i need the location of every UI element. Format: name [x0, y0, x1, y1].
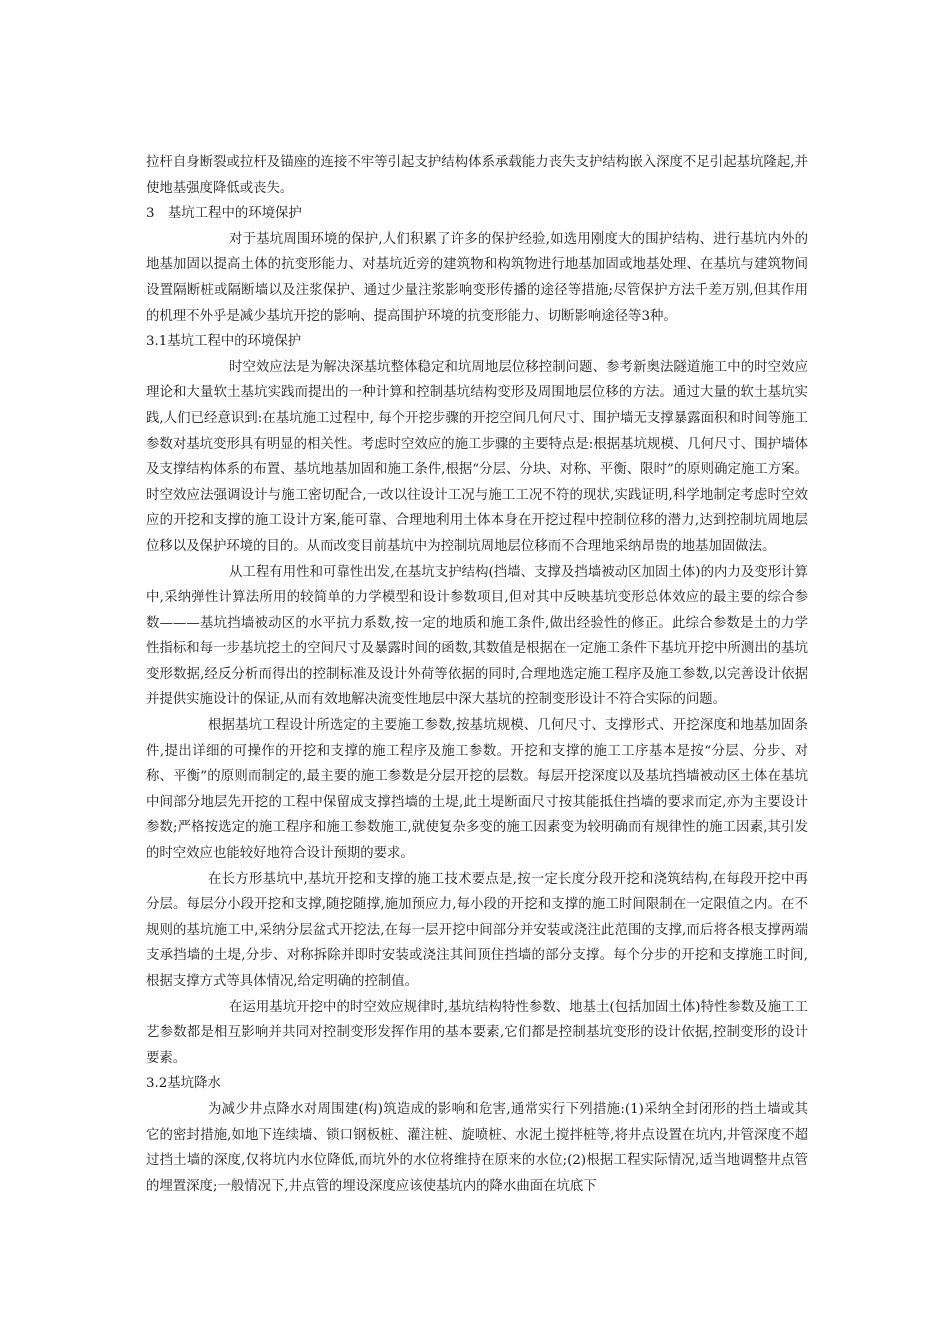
section-heading-3: 3 基坑工程中的环境保护: [146, 206, 302, 222]
paragraph-design-elements: 在运用基坑开挖中的时空效应规律时,基坑结构特性参数、地基土(包括加固土体)特性参数及施工工艺参数都是相互影响并共同对控制变形发挥作用的基本要素,它们都是控制基坑变形的设计依据,控制变形的设计要素。: [146, 999, 808, 1066]
section-heading-3-2: 3.2基坑降水: [146, 1076, 221, 1092]
paragraph-time-space-effect: 时空效应法是为解决深基坑整体稳定和坑周地层位移控制问题、参考新奥法隧道施工中的时空效应理论和大量软土基坑实践而提出的一种计算和控制基坑结构变形及周围地层位移的方法。通过大量的软土基坑实践,人们已经意识到:在基坑施工过程中, 每个开挖步骤的开挖空间几何尺寸、围护墙无支撑暴露面积和时间等施工参数对基坑变形具有明显的相关性。考虑时空效应的施工步骤的主要特点是:根据基坑规模、几何尺寸、围护墙体及支撑结构体系的布置、基坑地基加固和施工条件,根据“分层、分块、对称、平衡、限时”的原则确定施工方案。时空效应法强调设计与施工密切配合,一改以往设计工况与施工工况不符的现状,实践证明,科学地制定考虑时空效应的开挖和支撑的施工设计方案,能可靠、合理地利用土体本身在开挖过程中控制位移的潜力,达到控制坑周地层位移以及保护环境的目的。从而改变目前基坑中为控制坑周地层位移而不合理地采纳昂贵的地基加固做法。: [146, 359, 808, 554]
document-body: [146, 150, 808, 1199]
paragraph-construction-parameters: 根据基坑工程设计所选定的主要施工参数,按基坑规模、几何尺寸、支撑形式、开挖深度和地基加固条件,提出详细的可操作的开挖和支撑的施工程序及施工参数。开挖和支撑的施工工序基本是按“分层、分步、对称、平衡”的原则而制定的,最主要的施工参数是分层开挖的层数。每层开挖深度以及基坑挡墙被动区土体在基坑中间部分地层先开挖的工程中保留成支撑挡墙的土堤,此土堤断面尺寸按其能抵住挡墙的要求而定,亦为主要设计参数;严格按选定的施工程序和施工参数施工,就使复杂多变的施工因素变为较明确而有规律性的施工因素,其引发的时空效应也能较好地符合设计预期的要求。: [146, 718, 808, 862]
paragraph-rectangular-pit: 在长方形基坑中,基坑开挖和支撑的施工技术要点是,按一定长度分段开挖和浇筑结构,在每段开挖中再分层。每层分小段开挖和支撑,随挖随撑,施加预应力,每小段的开挖和支撑的施工时间限制在一定限值之内。在不规则的基坑施工中,采纳分层盆式开挖法,在每一层开挖中间部分并安装或浇注此范围的支撑,而后将各根支撑两端支承挡墙的土堤,分步、对称拆除并即时安装或浇注其间顶住挡墙的部分支撑。每个分步的开挖和支撑施工时间,根据支撑方式等具体情况,给定明确的控制值。: [146, 871, 808, 989]
paragraph-continued: 拉杆自身断裂或拉杆及锚座的连接不牢等引起支护结构体系承载能力丧失支护结构嵌入深度不足引起基坑隆起,并使地基强度降低或丧失。: [146, 155, 808, 196]
section-heading-3-1: 3.1基坑工程中的环境保护: [146, 334, 302, 350]
paragraph-dewatering: 为减少井点降水对周围建(构)筑造成的影响和危害,通常实行下列措施:(1)采纳全封闭形的挡土墙或其它的密封措施,如地下连续墙、锁口钢板桩、灌注桩、旋喷桩、水泥土搅拌桩等,将井点设置在坑内,井管深度不超过挡土墙的深度,仅将坑内水位降低,而坑外的水位将维持在原来的水位;(2)根据工程实际情况,适当地调整井点管的埋置深度;一般情况下,井点管的埋设深度应该使基坑内的降水曲面在坑底下: [146, 1101, 808, 1194]
paragraph-environment-protection: 对于基坑周围环境的保护,人们积累了许多的保护经验,如选用刚度大的围护结构、进行基坑内外的地基加固以提高土体的抗变形能力、对基坑近旁的建筑物和构筑物进行地基加固或地基处理、在基坑与建筑物间设置隔断桩或隔断墙以及注浆保护、通过少量注浆影响变形传播的途径等措施;尽管保护方法千差万别,但其作用的机理不外乎是减少基坑开挖的影响、提高围护环境的抗变形能力、切断影响途径等3种。: [146, 231, 808, 324]
paragraph-engineering-practicality: 从工程有用性和可靠性出发,在基坑支护结构(挡墙、支撑及挡墙被动区加固土体)的内力及变形计算中,采纳弹性计算法所用的较简单的力学模型和设计参数项目,但对其中反映基坑变形总体效应的最主要的综合参数———基坑挡墙被动区的水平抗力系数,按一定的地质和施工条件,做出经验性的修正。此综合参数是土的力学性指标和每一步基坑挖土的空间尺寸及暴露时间的函数,其数值是根据在一定施工条件下基坑开挖中所测出的基坑变形数据,经反分析而得出的控制标准及设计外荷等依据的同时,合理地选定施工程序及施工参数,以完善设计依据并提供实施设计的保证,从而有效地解决流变性地层中深大基坑的控制变形设计不符合实际的问题。: [146, 564, 808, 708]
